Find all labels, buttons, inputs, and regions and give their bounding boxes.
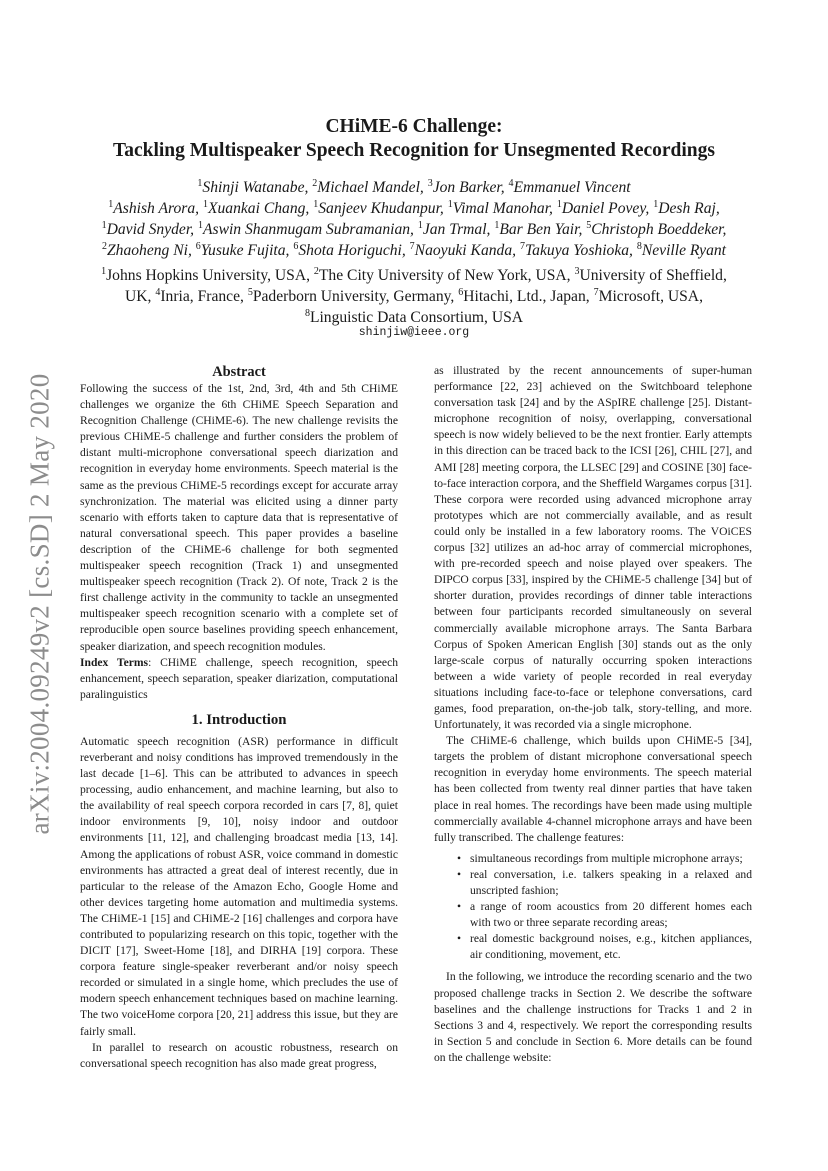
intro-paragraph-5: In the following, we introduce the recording scenario and the two proposed challenge tracks in Section 2. We describe the software baselines and the challenge instructions for Tracks 1 and 2 in Sections 3 and 4, respectively. We report the corresponding results in Section 5 and conclude in Section 6. More details can be found on the challenge website:	[434, 970, 752, 1064]
author	[102, 221, 198, 238]
abstract-text: Following the success of the 1st, 2nd, 3rd, 4th and 5th CHiME challenges we organize the 6th CHiME Speech Separation and Recognition Challenge (CHiME-6). The new challenge revisits the previous CHiME-5 challenge and further considers the problem of distant multi-microphone conversational speech diarization and recognition in everyday home environments. Speech material is the same as the previous CHiME-5 recordings except for accurate array synchronization. The material was elicited using a dinner party scenario with efforts taken to capture data that is representative of natural conversational speech. This paper provides a baseline description of the CHiME-6 challenge for both segmented multispeaker speech recognition (Track 1) and unsegmented multispeaker speech recognition (Track 2). Of note, Track 2 is the first challenge activity in the community to tackle an unsegmented multispeaker speech recognition scenario with a complete set of reproducible open source baselines providing speech enhancement, speaker diarization, and speech recognition modules.	[80, 382, 398, 653]
arxiv-identifier-stamp: arXiv:2004.09249v2 [cs.SD] 2 May 2020	[24, 373, 55, 835]
intro-paragraph-3: as illustrated by the recent announcements of super-human performance [22, 23] achieved on the Switchboard telephone conversation task [24] and by the ASpIRE challenge [25]. Distant-microphone recognition of noisy, overlapping, conversational speech is now widely believed to be the next frontier. Early attempts in this direction can be traced back to the ICSI [26], CHIL [27], and AMI [28] meeting corpora, the LLSEC [29] and COSINE [30] face-to-face interaction corpora, and the Sheffield Wargames corpus [31]. These corpora were recorded using advanced microphone array prototypes which are not commercially available, and as result could only be installed in a few laboratory rooms. The VOiCES corpus [32] utilizes an ad-hoc array of commercial microphones, with pre-recorded speech and noise played over speakers. The DIPCO corpus [33], inspired by the CHiME-5 challenge [34] but of shorter duration, provides recordings of dinner table interactions between four participants recorded simultaneously on several commercially available microphone arrays. The Santa Barbara Corpus of Spoken American English [30] stands out as the only large-scale corpus of naturally occurring spoken interactions between a wide variety of people recorded in real everyday situations including face-to-face or telephone conversations, card games, food preparation, on-the-job talk, story-telling, and more. Unfortunately, it was recorded via a single microphone.	[434, 364, 752, 732]
author-text: Jan Trmal,	[422, 221, 495, 238]
affiliation-marker: 1	[197, 178, 203, 189]
affiliation-marker: 4	[155, 287, 161, 298]
author-text: Shinji Watanabe,	[202, 179, 313, 196]
affiliation-marker: 2	[101, 241, 107, 252]
affiliation	[305, 309, 523, 326]
list-item: • real conversation, i.e. talkers speaking in a relaxed and unscripted fashion;	[470, 867, 752, 899]
affiliation-marker: 6	[293, 241, 299, 252]
author-text: Christoph Boeddeker,	[591, 221, 727, 238]
affiliation-line	[0, 266, 828, 287]
introduction-heading: 1. Introduction	[191, 711, 287, 728]
intro-paragraph-4: The CHiME-6 challenge, which builds upon CHiME-5 [34], targets the problem of distant microphone conversational speech recognition in everyday home environments. The speech material has been collected from twenty real dinner parties that have taken place in real homes. The recordings have been made using multiple commercially available 4-channel microphone arrays and have been fully transcribed. The challenge features:	[434, 734, 752, 844]
affiliation-text: Hitachi, Ltd., Japan,	[463, 288, 594, 305]
index-terms	[80, 655, 398, 703]
author	[557, 200, 653, 217]
right-column	[434, 363, 752, 1066]
affiliation	[314, 267, 575, 284]
affiliation-text: Inria, France,	[160, 288, 248, 305]
author	[108, 200, 203, 217]
affiliation-marker: 1	[417, 220, 423, 231]
author-text: Takuya Yoshioka,	[524, 242, 637, 259]
author-text: Vimal Manohar,	[452, 200, 557, 217]
affiliation-marker: 1	[494, 220, 500, 231]
affiliation-marker: 8	[304, 308, 310, 319]
title-line-2: Tackling Multispeaker Speech Recognition for Unsegmented Recordings	[113, 140, 715, 161]
author-text: Daniel Povey,	[561, 200, 654, 217]
affiliation-marker: 7	[409, 241, 415, 252]
affiliation-marker: 3	[427, 178, 433, 189]
affiliation-marker: 6	[458, 287, 464, 298]
affiliation-text: Johns Hopkins University, USA,	[106, 267, 314, 284]
affiliation	[458, 288, 593, 305]
list-item: • simultaneous recordings from multiple microphone arrays;	[470, 851, 752, 867]
author-text: Naoyuki Kanda,	[414, 242, 520, 259]
author-list	[0, 178, 828, 262]
affiliation-marker: 6	[195, 241, 201, 252]
affiliation-text: Microsoft, USA,	[598, 288, 703, 305]
affiliation-marker: 7	[519, 241, 525, 252]
affiliation-marker: 1	[447, 199, 453, 210]
affiliation-line	[0, 287, 828, 308]
affiliation-marker: 7	[593, 287, 599, 298]
author	[509, 179, 631, 196]
affiliation-marker: 1	[202, 199, 208, 210]
left-column	[80, 363, 398, 1072]
affiliation-text: UK,	[125, 288, 156, 305]
author-text: Xuankai Chang,	[207, 200, 314, 217]
index-terms-text: : CHiME challenge, speech recognition, speech enhancement, speech separation, speaker diarization, computational paralinguistics	[80, 655, 399, 701]
author	[653, 200, 720, 217]
affiliation	[125, 288, 155, 305]
affiliation-marker: 5	[586, 220, 592, 231]
affiliation-marker: 1	[197, 220, 203, 231]
author-text: Yusuke Fujita,	[200, 242, 294, 259]
author	[102, 242, 196, 259]
author-text: David Snyder,	[106, 221, 198, 238]
author	[197, 179, 312, 196]
affiliation	[155, 288, 247, 305]
affiliation	[594, 288, 703, 305]
affiliation-text: Linguistic Data Consortium, USA	[309, 309, 524, 326]
author	[448, 200, 557, 217]
affiliation-marker: 1	[313, 199, 319, 210]
author	[494, 221, 586, 238]
author-line	[0, 178, 828, 199]
affiliation-marker: 2	[313, 266, 319, 277]
author-line	[0, 241, 828, 262]
affiliation	[574, 267, 726, 284]
author-text: Neville Ryant	[641, 242, 727, 259]
affiliation-marker: 2	[312, 178, 318, 189]
author-text: Jon Barker,	[432, 179, 509, 196]
author-text: Aswin Shanmugam Subramanian,	[202, 221, 418, 238]
affiliation	[248, 288, 458, 305]
affiliation-marker: 1	[101, 266, 107, 277]
author-text: Bar Ben Yair,	[499, 221, 587, 238]
list-item: • a range of room acoustics from 20 different homes each with two or three separate recording areas;	[470, 899, 752, 931]
author-text: Sanjeev Khudanpur,	[318, 200, 448, 217]
paper-title	[0, 115, 828, 163]
affiliation-marker: 4	[508, 178, 514, 189]
affiliation-list	[0, 266, 828, 329]
affiliation-text: University of Sheffield,	[579, 267, 727, 284]
affiliation-marker: 1	[101, 220, 107, 231]
abstract-heading: Abstract	[212, 364, 266, 380]
author	[520, 242, 637, 259]
affiliation-text: The City University of New York, USA,	[318, 267, 575, 284]
author	[313, 200, 448, 217]
author-text: Zhaoheng Ni,	[106, 242, 196, 259]
author	[637, 242, 726, 259]
author	[293, 242, 409, 259]
author-text: Emmanuel Vincent	[513, 179, 631, 196]
author	[418, 221, 494, 238]
affiliation-marker: 8	[636, 241, 642, 252]
affiliation-text: Paderborn University, Germany,	[252, 288, 459, 305]
title-line-1: CHiME-6 Challenge:	[325, 116, 503, 137]
intro-paragraph-1: Automatic speech recognition (ASR) performance in difficult reverberant and noisy conditions has improved tremendously in the last decade [1–6]. This can be attributed to advances in speech processing, audio enhancement, and machine learning, but also to the availability of real speech corpora recorded in cars [7, 8], quiet indoor environments [9, 10], noisy indoor and outdoor environments [11, 12], and challenging broadcast media [13, 14]. Among the applications of robust ASR, voice command in domestic environments has attracted a great deal of interest recently, due in particular to the release of the Amazon Echo, Google Home and other devices targeting home automation and multimedia systems. The CHiME-1 [15] and CHiME-2 [16] challenges and corpora have contributed to popularizing research on this topic, together with the DICIT [17], Sweet-Home [18], and DIRHA [19] corpora. These corpora feature single-speaker reverberant and/or noisy speech recorded or simulated in a single home, which precludes the use of modern speech enhancement techniques based on machine learning. The two voiceHome corpora [20, 21] address this issue, but they are fairly small.	[80, 734, 398, 1038]
author	[428, 179, 509, 196]
affiliation-marker: 1	[108, 199, 114, 210]
author-text: Shota Horiguchi,	[298, 242, 410, 259]
challenge-features-list	[434, 851, 752, 964]
index-terms-label: Index Terms	[80, 655, 149, 669]
author-text: Ashish Arora,	[113, 200, 203, 217]
author-line	[0, 220, 828, 241]
author-text: Michael Mandel,	[317, 179, 428, 196]
author	[203, 200, 313, 217]
affiliation-marker: 1	[653, 199, 659, 210]
affiliation-marker: 5	[247, 287, 253, 298]
author-line	[0, 199, 828, 220]
intro-paragraph-2: In parallel to research on acoustic robustness, research on conversational speech recognition has also made great progress,	[80, 1040, 398, 1070]
contact-email: shinjiw@ieee.org	[358, 326, 470, 339]
list-item: • real domestic background noises, e.g., kitchen appliances, air conditioning, movement, etc.	[470, 931, 752, 963]
author	[196, 242, 294, 259]
affiliation-marker: 1	[556, 199, 562, 210]
author	[410, 242, 520, 259]
author-text: Desh Raj,	[658, 200, 720, 217]
author	[586, 221, 726, 238]
author	[312, 179, 427, 196]
affiliation-marker: 3	[574, 266, 580, 277]
author	[198, 221, 418, 238]
affiliation	[101, 267, 314, 284]
